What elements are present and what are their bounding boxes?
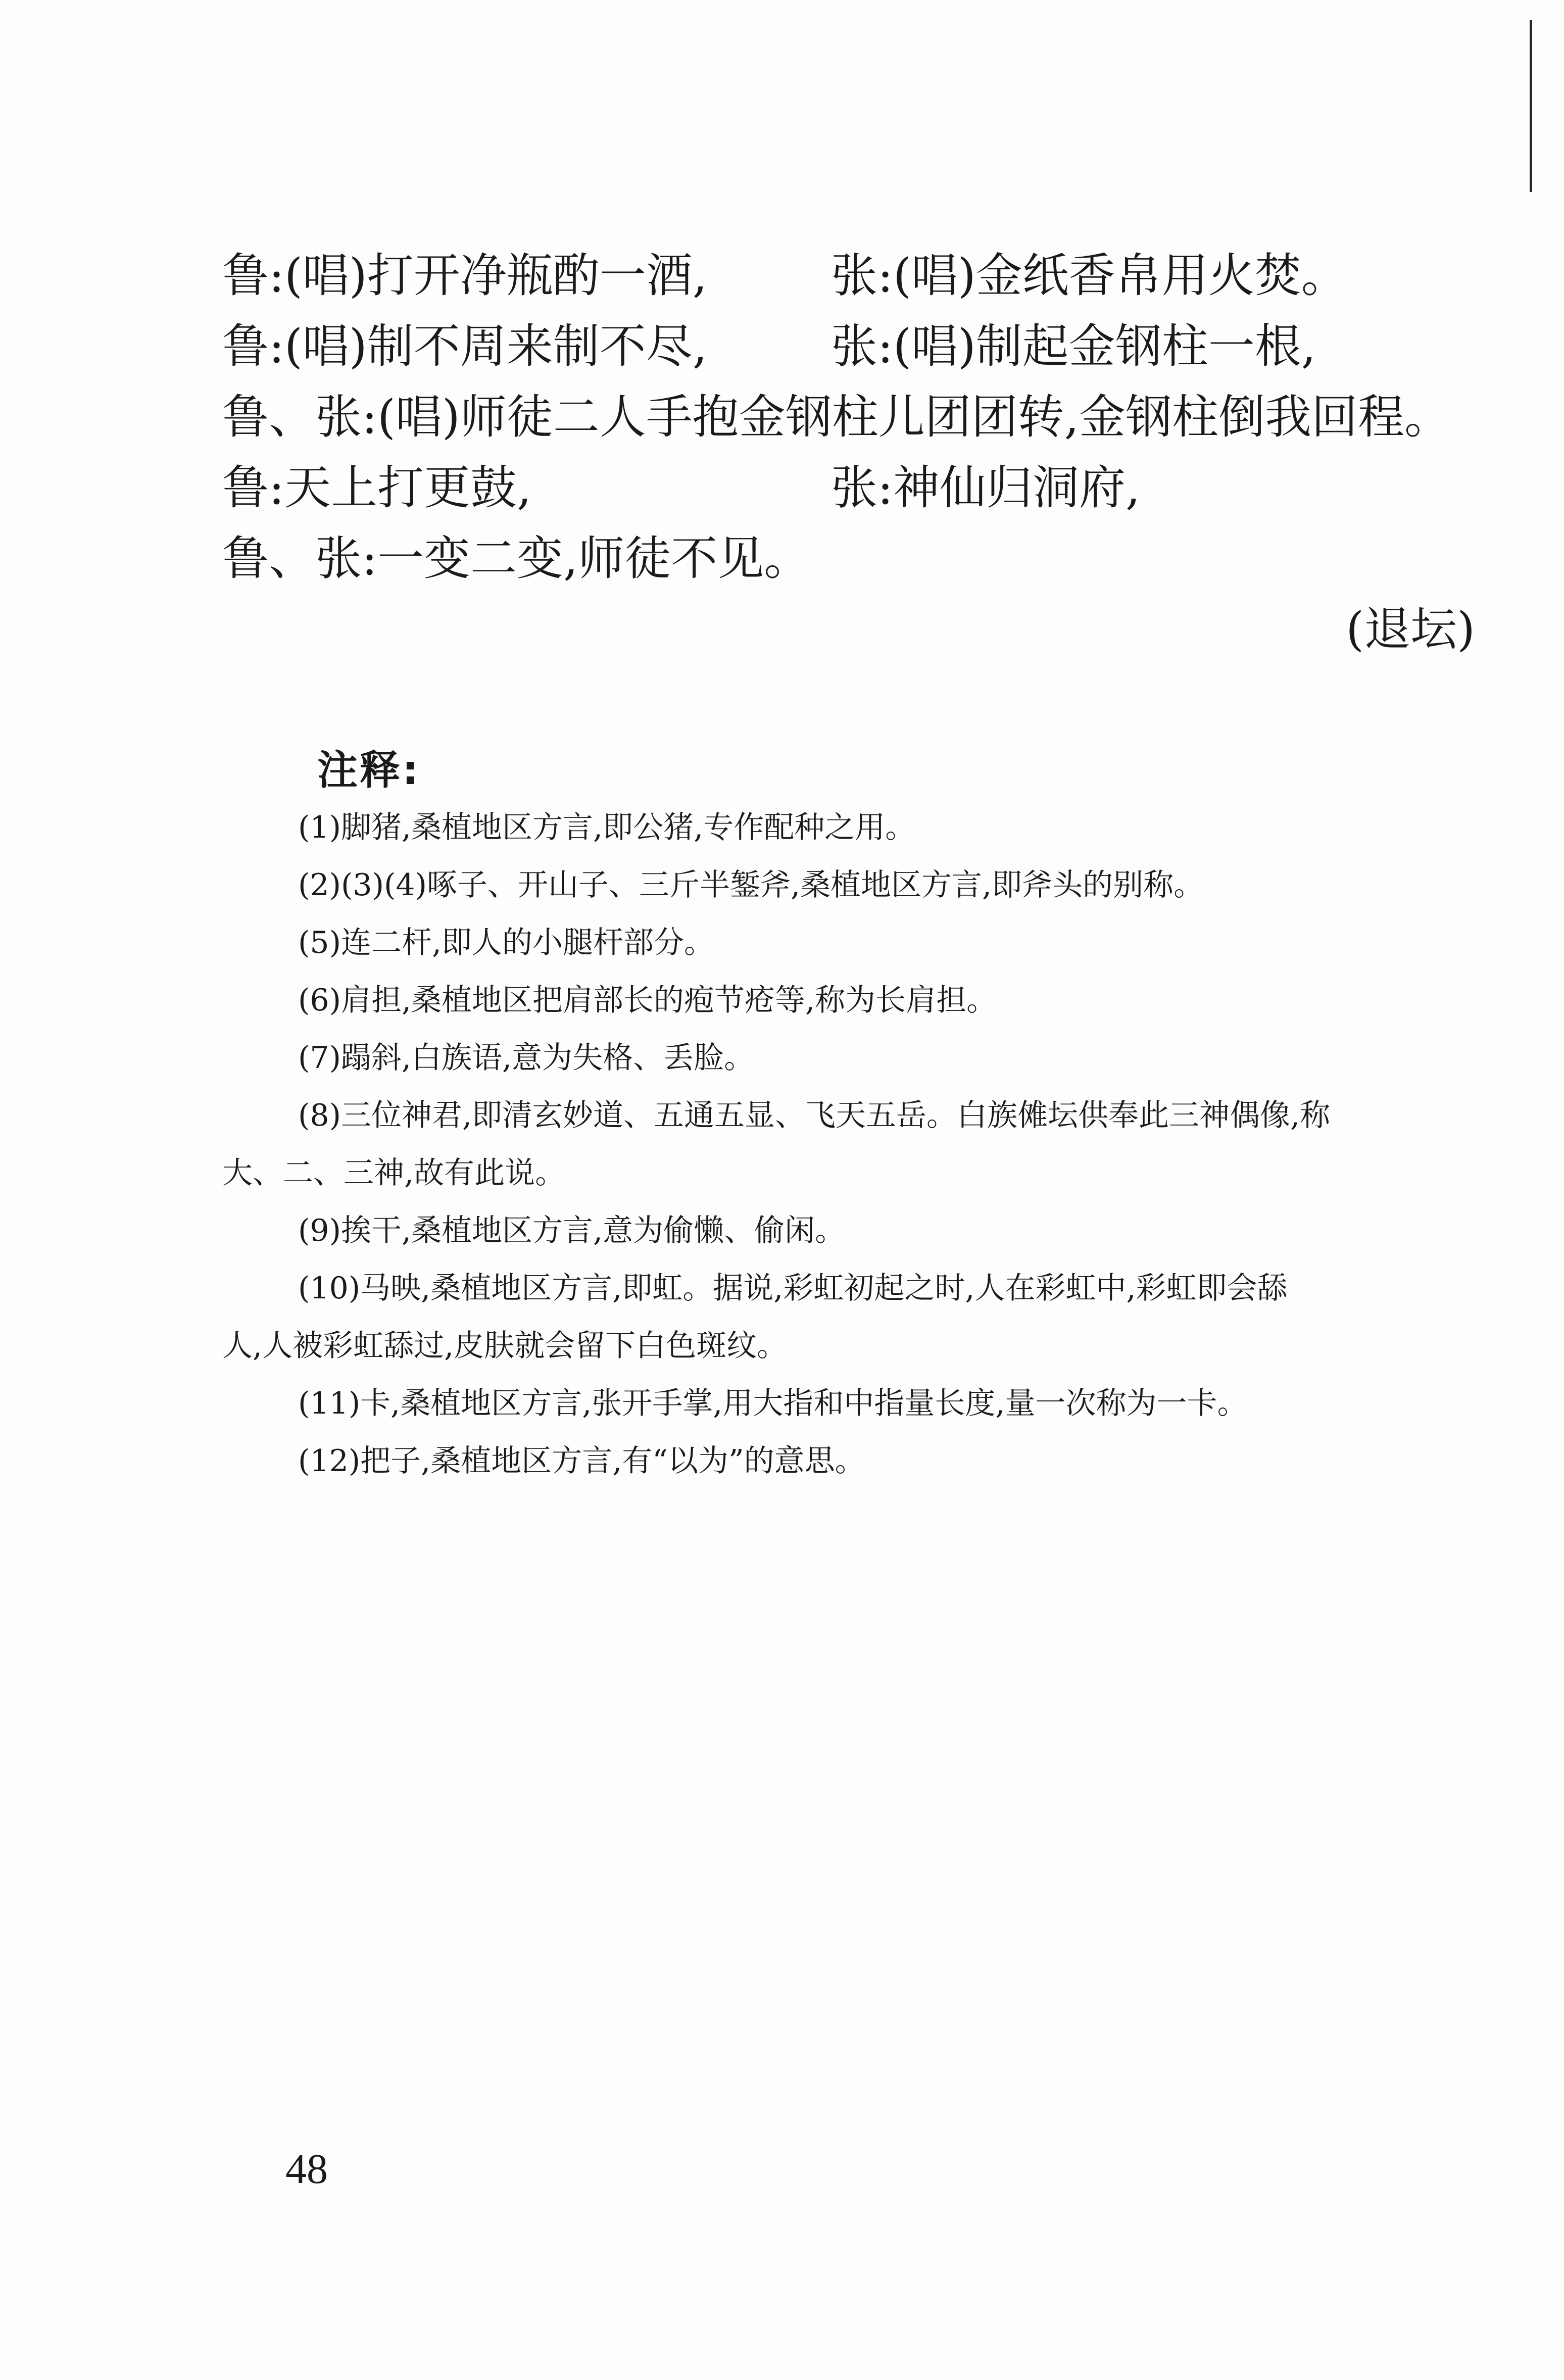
- note-text: (7)蹋斜,白族语,意为失格、丢脸。: [298, 1040, 755, 1076]
- note-item: [298, 1034, 754, 1077]
- note-continuation: 人,人被彩虹舔过,皮肤就会留下白色斑纹。: [222, 1328, 788, 1364]
- script-line-left: 鲁、张:一变二变,师徒不见。: [222, 531, 811, 586]
- script-line: [222, 319, 1316, 373]
- script-line: [222, 390, 1451, 444]
- note-item: [222, 1091, 1331, 1191]
- note-text: (12)把子,桑植地区方言,有“以为”的意思。: [298, 1443, 865, 1479]
- page-number: 48: [285, 2146, 328, 2193]
- script-line-left: 鲁:(唱)打开净瓶酌一酒,: [222, 249, 708, 303]
- note-text: (11)卡,桑植地区方言,张开手掌,用大指和中指量长度,量一次称为一卡。: [298, 1386, 1248, 1421]
- page-edge-line: [1530, 20, 1532, 192]
- script-line-left: 鲁:(唱)制不周来制不尽,: [222, 319, 708, 373]
- note-text: (5)连二杆,即人的小腿杆部分。: [298, 925, 715, 960]
- note-item: [298, 918, 714, 962]
- script-line: [222, 531, 811, 586]
- note-item: [298, 803, 915, 847]
- note-item: [298, 861, 1204, 904]
- script-line: [222, 461, 1141, 515]
- note-text: (1)脚猪,桑植地区方言,即公猪,专作配种之用。: [298, 810, 916, 845]
- script-line-right: 张:(唱)金纸香帛用火焚。: [831, 249, 1348, 303]
- notes-heading: 注释:: [317, 747, 420, 794]
- note-item: [298, 976, 997, 1019]
- script-line-left: 鲁:天上打更鼓,: [222, 461, 532, 515]
- note-item: [222, 1264, 1288, 1364]
- note-item: [298, 1206, 845, 1250]
- note-continuation: 大、二、三神,故有此说。: [222, 1155, 566, 1191]
- stage-direction-exit: (退坛): [1346, 602, 1475, 656]
- note-text: (10)马映,桑植地区方言,即虹。据说,彩虹初起之时,人在彩虹中,彩虹即会舔: [298, 1271, 1288, 1306]
- script-line-right: 张:神仙归洞府,: [831, 461, 1141, 515]
- note-text: (9)挨干,桑植地区方言,意为偷懒、偷闲。: [298, 1213, 846, 1248]
- script-line-left: 鲁、张:(唱)师徒二人手抱金钢柱儿团团转,金钢柱倒我回程。: [222, 390, 1451, 444]
- script-line: [222, 249, 1348, 303]
- note-text: (2)(3)(4)啄子、开山子、三斤半錾斧,桑植地区方言,即斧头的别称。: [298, 867, 1204, 903]
- script-line-right: 张:(唱)制起金钢柱一根,: [831, 319, 1316, 373]
- note-text: (8)三位神君,即清玄妙道、五通五显、飞天五岳。白族傩坛供奉此三神偶像,称: [298, 1098, 1331, 1133]
- note-item: [298, 1379, 1247, 1423]
- note-item: [298, 1437, 865, 1480]
- note-text: (6)肩担,桑植地区把肩部长的疱节疮等,称为长肩担。: [298, 983, 997, 1018]
